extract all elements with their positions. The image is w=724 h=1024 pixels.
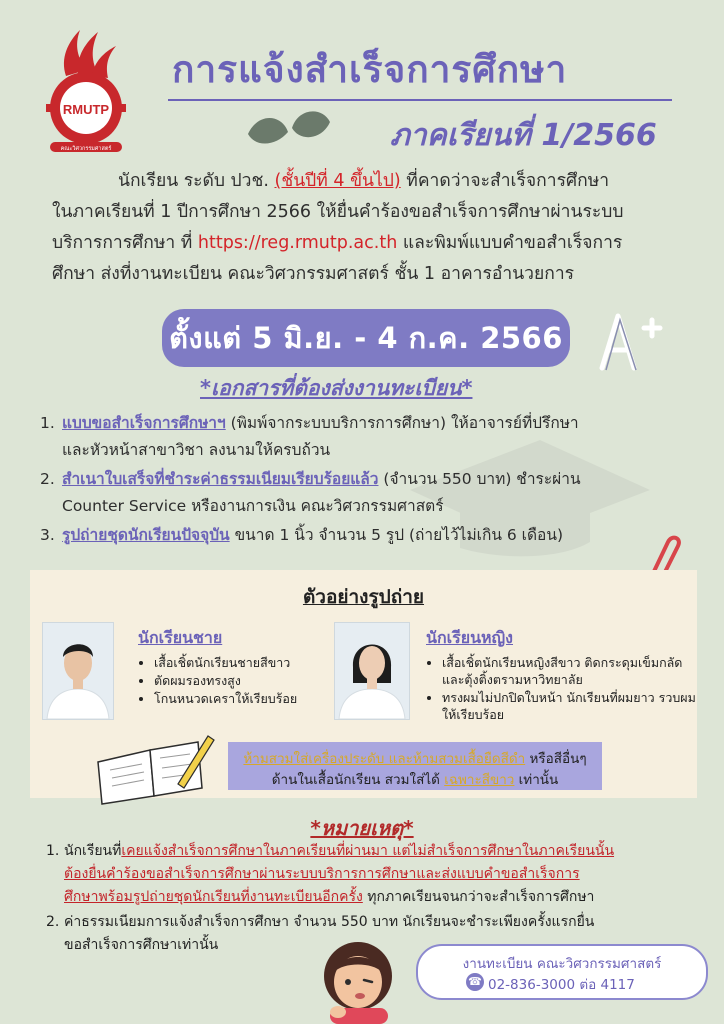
document-detail: Counter Service หรืองานการเงิน คณะวิศวกรรมศาสตร์: [62, 497, 444, 515]
registration-link[interactable]: https://reg.rmutp.ac.th: [197, 233, 398, 253]
intro-line-1: [52, 166, 682, 197]
document-link[interactable]: แบบขอสำเร็จการศึกษาฯ: [62, 414, 226, 432]
document-link[interactable]: รูปถ่ายชุดนักเรียนปัจจุบัน: [62, 526, 230, 544]
document-link[interactable]: สำเนาใบเสร็จที่ชำระค่าธรรมเนียมเรียบร้อยแล้ว: [62, 470, 379, 488]
date-range-banner: ตั้งแต่ 5 มิ.ย. - 4 ก.ค. 2566: [162, 309, 570, 367]
warning-text: ด้านในเสื้อนักเรียน สวมใส่ได้: [271, 772, 445, 788]
contact-phone[interactable]: 02-836-3000 ต่อ 4117: [488, 977, 635, 993]
intro-text: นักเรียน ระดับ ปวช.: [118, 171, 275, 191]
note-highlight: เคยแจ้งสำเร็จการศึกษาในภาคเรียนที่ผ่านมา แต่ไม่สำเร็จการศึกษาในภาคเรียนนั้น: [121, 843, 615, 859]
logo-text: RMUTP: [62, 102, 110, 117]
note-highlight: ศึกษาพร้อมรูปถ่ายชุดนักเรียนที่งานทะเบียนอีกครั้ง: [64, 889, 363, 905]
warning-highlight: ห้ามสวมใส่เครื่องประดับ และห้ามสวมเสื้อยืดสีดำ: [243, 751, 526, 767]
girl-illustration: [308, 936, 408, 1024]
male-heading: นักเรียนชาย: [138, 628, 223, 647]
intro-text: ที่คาดว่าจะสำเร็จการศึกษา: [400, 171, 610, 191]
list-item: • ทรงผมไม่ปกปิดใบหน้า นักเรียนที่ผมยาว รวบผมให้เรียบร้อย: [442, 689, 700, 723]
intro-line-2: ในภาคเรียนที่ 1 ปีการศึกษา 2566 ให้ยื่นคำร้องขอสำเร็จการศึกษาผ่านระบบ: [52, 202, 624, 222]
contact-card: [416, 944, 708, 1000]
example-title: ตัวอย่างรูปถ่าย: [302, 586, 425, 608]
page-subtitle: ภาคเรียนที่ 1/2566: [390, 118, 657, 153]
male-rules-list: [138, 654, 344, 708]
book-pencil-icon: [90, 726, 220, 806]
university-logo: [38, 24, 134, 152]
documents-list: [40, 410, 700, 551]
intro-paragraph: [52, 166, 682, 290]
warning-highlight: เฉพาะสีขาว: [444, 772, 515, 788]
item-number: 2.: [40, 470, 55, 488]
note-text: นักเรียนที่: [64, 843, 122, 859]
warning-text: หรือสีอื่นๆ: [525, 751, 587, 767]
item-number: 2.: [46, 914, 60, 930]
male-student-image: [43, 623, 113, 719]
document-detail: ขนาด 1 นิ้ว จำนวน 5 รูป (ถ่ายไว้ไม่เกิน 6 เดือน): [229, 526, 563, 544]
document-item: [40, 410, 700, 464]
female-student-photo: [334, 622, 410, 720]
intro-line-4: ศึกษา ส่งที่งานทะเบียน คณะวิศวกรรมศาสตร์ ชั้น 1 อาคารอำนวยการ: [52, 264, 575, 284]
dress-warning-box: [228, 742, 602, 790]
male-student-photo: [42, 622, 114, 720]
list-item: • เสื้อเชิ้ตนักเรียนชายสีขาว: [154, 654, 344, 671]
female-rules-list: [426, 654, 700, 724]
document-item: [40, 466, 700, 520]
documents-title: *เอกสารที่ต้องส่งงานทะเบียน*: [200, 376, 473, 400]
leaves-decoration: [238, 104, 338, 154]
intro-text: บริการการศึกษา ที่: [52, 233, 198, 253]
warning-text: เท่านั้น: [514, 772, 559, 788]
note-highlight: ต้องยื่นคำร้องขอสำเร็จการศึกษาผ่านระบบบริการการศึกษาและส่งแบบคำขอสำเร็จการ: [64, 866, 580, 882]
item-number: 3.: [40, 526, 55, 544]
notes-title: *หมายเหตุ*: [310, 816, 414, 840]
document-detail: (จำนวน 550 บาท) ชำระผ่าน: [378, 470, 581, 488]
list-item: • เสื้อเชิ้ตนักเรียนหญิงสีขาว ติดกระดุมเข็มกลัด และตุ้งติ้งตรามหาวิทยาลัย: [442, 654, 700, 688]
a-plus-icon: [592, 306, 672, 376]
note-text: ขอสำเร็จการศึกษาเท่านั้น: [64, 937, 219, 953]
document-item: [40, 522, 700, 549]
item-number: 1.: [46, 843, 60, 859]
contact-organization: งานทะเบียน คณะวิศวกรรมศาสตร์: [462, 956, 662, 972]
phone-icon: ☎: [466, 973, 484, 991]
page-title: การแจ้งสำเร็จการศึกษา: [172, 48, 568, 91]
list-item: • ตัดผมรองทรงสูง: [154, 672, 344, 689]
note-text: ทุกภาคเรียนจนกว่าจะสำเร็จการศึกษา: [362, 889, 595, 905]
document-detail: (พิมพ์จากระบบบริการการศึกษา) ให้อาจารย์ที่ปรึกษา: [225, 414, 579, 432]
item-number: 1.: [40, 414, 55, 432]
grade-level-highlight: (ชั้นปีที่ 4 ขึ้นไป): [274, 171, 401, 191]
female-student-image: [335, 623, 409, 719]
list-item: • โกนหนวดเคราให้เรียบร้อย: [154, 690, 344, 707]
logo-caption: คณะวิศวกรรมศาสตร์: [60, 146, 112, 152]
intro-line-3: [52, 228, 682, 259]
intro-text: และพิมพ์แบบคำขอสำเร็จการ: [397, 233, 623, 253]
document-detail: และหัวหน้าสาขาวิชา ลงนามให้ครบถ้วน: [62, 441, 331, 459]
note-item: [46, 840, 706, 909]
title-divider: [168, 99, 672, 101]
female-heading: นักเรียนหญิง: [426, 628, 513, 647]
warning-line-1: [228, 747, 602, 769]
warning-line-2: [228, 768, 602, 790]
note-text: ค่าธรรมเนียมการแจ้งสำเร็จการศึกษา จำนวน 550 บาท นักเรียนจะชำระเพียงครั้งแรกยื่น: [64, 914, 595, 930]
